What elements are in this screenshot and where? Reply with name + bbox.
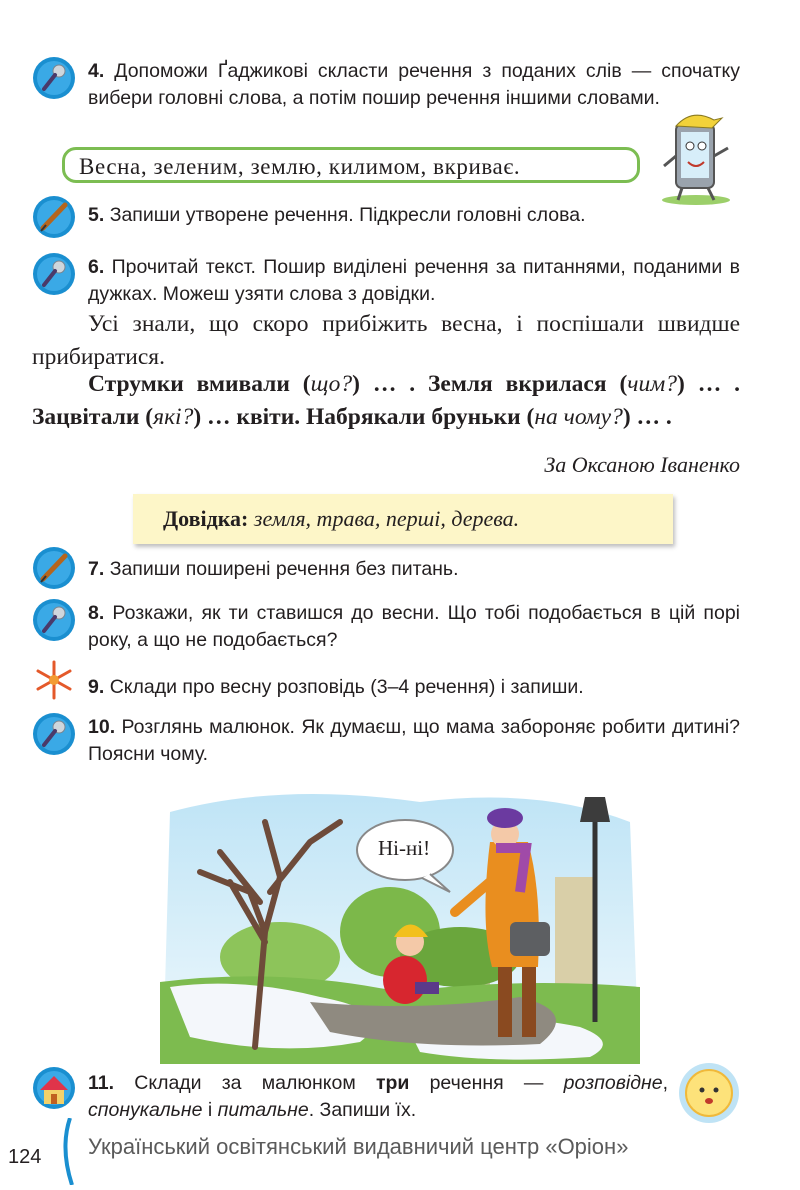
task-number: 8. [88,602,105,624]
task-number: 9. [88,676,105,698]
hint-label: Довідка: [163,506,249,531]
task-number: 6. [88,256,105,278]
task-9 [88,674,740,701]
task-number: 11. [88,1072,115,1094]
task-11: 11. Склади за малюнком три речення — розповідне, спонукальне і питальне. Запиши їх. [88,1072,668,1121]
task-number: 4. [88,60,105,82]
reading-paragraph-1: Усі знали, що скоро прибіжить весна, і поспішали швидше прибиратися. [32,311,740,370]
task-number: 10. [88,716,116,738]
words-list: Весна, зеленим, землю, килимом, вкриває. [79,154,521,179]
task-text: Розкажи, як ти ставишся до весни. Що тобі подобається в цій порі року, а що не подобається? [88,602,740,651]
task-text: Запиши утворене речення. Підкресли головні слова. [109,204,586,226]
author-attribution: За Оксаною Іваненко [544,452,740,477]
pen-icon [32,546,76,590]
task-text: Допоможи Ґаджикові скласти речення з поданих слів — спочатку вибери головні слова, а потім пошир речення іншими словами. [88,60,740,109]
page-number: 124 [8,1146,42,1168]
microphone-icon [32,712,76,756]
smiley-sun-icon [678,1062,740,1124]
hint-box [133,494,673,544]
snowflake-creative-icon [32,658,76,702]
house-icon [32,1066,76,1110]
microphone-icon [32,56,76,100]
microphone-icon [32,252,76,296]
task-text: Розглянь малюнок. Як думаєш, що мама забороняє робити дитині? Поясни чому. [88,716,741,765]
task-number: 5. [88,204,105,226]
spring-park-illustration [160,782,640,1064]
task-8 [88,600,740,654]
gadget-character-illustration [652,106,740,206]
pen-icon [32,195,76,239]
speech-bubble-text: Ні-ні! [378,836,431,860]
reading-paragraph-2: Струмки вмивали (що?) … . Земля вкрилася (чим?) … . Зацвітали (які?) … квіти. Набрякали бруньки (на чому?) … . [32,371,741,430]
publisher-footer: Український освітянський видавничий центр «Оріон» [88,1134,629,1159]
task-7 [88,556,740,583]
microphone-icon [32,598,76,642]
task-number: 7. [88,558,105,580]
task-text: Прочитай текст. Пошир виділені речення за питаннями, поданими в дужках. Можеш узяти слова з довідки. [88,256,740,305]
hint-words: земля, трава, перші, дерева. [253,506,520,531]
task-10 [88,714,740,768]
words-box [62,147,640,183]
task-text: Запиши поширені речення без питань. [109,558,459,580]
task-5 [88,202,740,229]
task-4 [88,58,740,112]
task-text: Склади про весну розповідь (3–4 речення) і запиши. [109,676,584,698]
task-6 [88,254,740,308]
